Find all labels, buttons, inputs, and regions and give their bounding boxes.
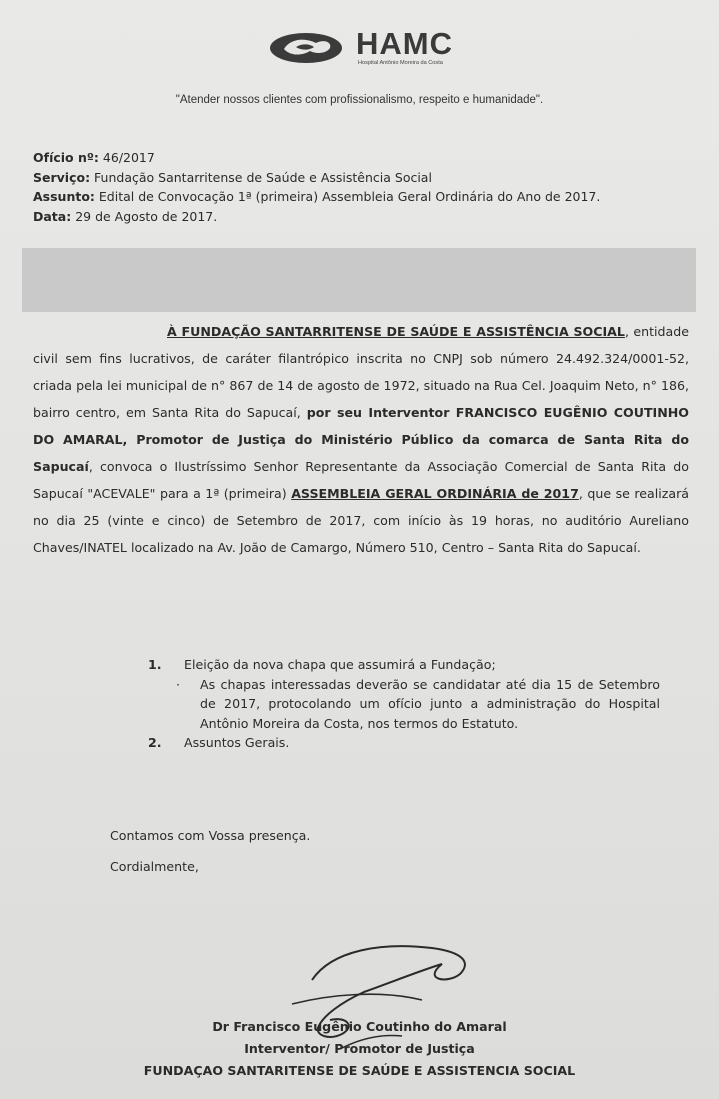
data-value: 29 de Agosto de 2017. [71,208,218,224]
addressee: À FUNDAÇÃO SANTARRITENSE DE SAÚDE E ASSISTÊNCIA SOCIAL [167,324,625,339]
hamc-logo [268,26,478,74]
agenda-sub-item [148,675,660,734]
bullet-icon: · [176,676,181,692]
closing-line-1: Contamos com Vossa presença. [110,828,311,843]
logo-subtitle: Hospital Antônio Moreira da Costa [358,60,443,66]
servico-label: Serviço: [33,169,91,185]
signer-organization: FUNDAÇAO SANTARITENSE DE SAÚDE E ASSISTENCIA SOCIAL [143,1063,576,1078]
motto: "Atender nossos clientes com profissionalismo, respeito e humanidade". [175,94,544,106]
oficio-label: Ofício nº: [33,150,99,165]
assunto-value: Edital de Convocação 1ª (primeira) Assembleia Geral Ordinária do Ano de 2017. [94,189,601,204]
body-text-bold: por seu Interventor FRANCISCO EUGÊNIO COUTINHO DO AMARAL, Promotor de Justiça do Ministério Público da comarca de Santa Rita do Sapucaí [33,405,690,474]
logo-text: HAMC [356,26,453,61]
letter-meta [33,148,600,226]
agenda-item-1 [148,655,668,675]
signer-role: Interventor/ Promotor de Justiça [244,1041,475,1056]
signature-block [0,1016,719,1082]
servico-line [33,168,600,188]
hamc-logo-icon [268,30,350,66]
agenda-item-2-number: 2. [148,735,162,750]
body-text-1: , entidade civil sem fins lucrativos, de caráter filantrópico inscrita no CNPJ sob número 24.492.324/0001-52, criada pela lei municipal de n° 867 de 14 de agosto de 1972, situado na Rua Cel. Joaquim Neto, n° 186, bairro centro, em Santa Rita do Sapucaí, [33,324,689,420]
servico-value: Fundação Santarritense de Saúde e Assistência Social [90,169,432,185]
body-text-2: , convoca o Ilustríssimo Senhor Representante da Associação Comercial de Santa Rita do Sapucaí "ACEVALE" para a 1ª (primeira) [33,459,689,501]
assunto-line [33,187,600,207]
closing [110,820,310,882]
agenda-item-1-number: 1. [148,657,162,672]
body-paragraph [33,318,689,561]
agenda-sub-item-text: As chapas interessadas deverão se candidatar até dia 15 de Setembro de 2017, protocolando um ofício junto a administração do Hospital Antônio Moreira da Costa, nos termos do Estatuto. [200,676,660,731]
body-text-3: , que se realizará no dia 25 (vinte e cinco) de Setembro de 2017, com início às 19 horas, no auditório Aureliano Chaves/INATEL localizado na Av. João de Camargo, Número 510, Centro – Santa Rita do Sapucaí. [33,486,689,555]
assunto-label: Assunto: [33,189,95,204]
agenda-item-1-text: Eleição da nova chapa que assumirá a Fundação; [184,657,496,672]
closing-line-2: Cordialmente, [110,859,199,874]
assembly-title: ASSEMBLEIA GERAL ORDINÁRIA de 2017 [291,486,579,501]
agenda-item-2-text: Assuntos Gerais. [184,735,290,750]
agenda-list [148,655,668,753]
signer-name: Dr Francisco Eugênio Coutinho do Amaral [212,1019,507,1034]
agenda-item-2 [148,733,668,753]
redacted-block [22,248,696,312]
data-line [33,207,600,227]
data-label: Data: [33,208,72,224]
oficio-value: 46/2017 [98,150,155,165]
oficio-line [33,148,600,168]
